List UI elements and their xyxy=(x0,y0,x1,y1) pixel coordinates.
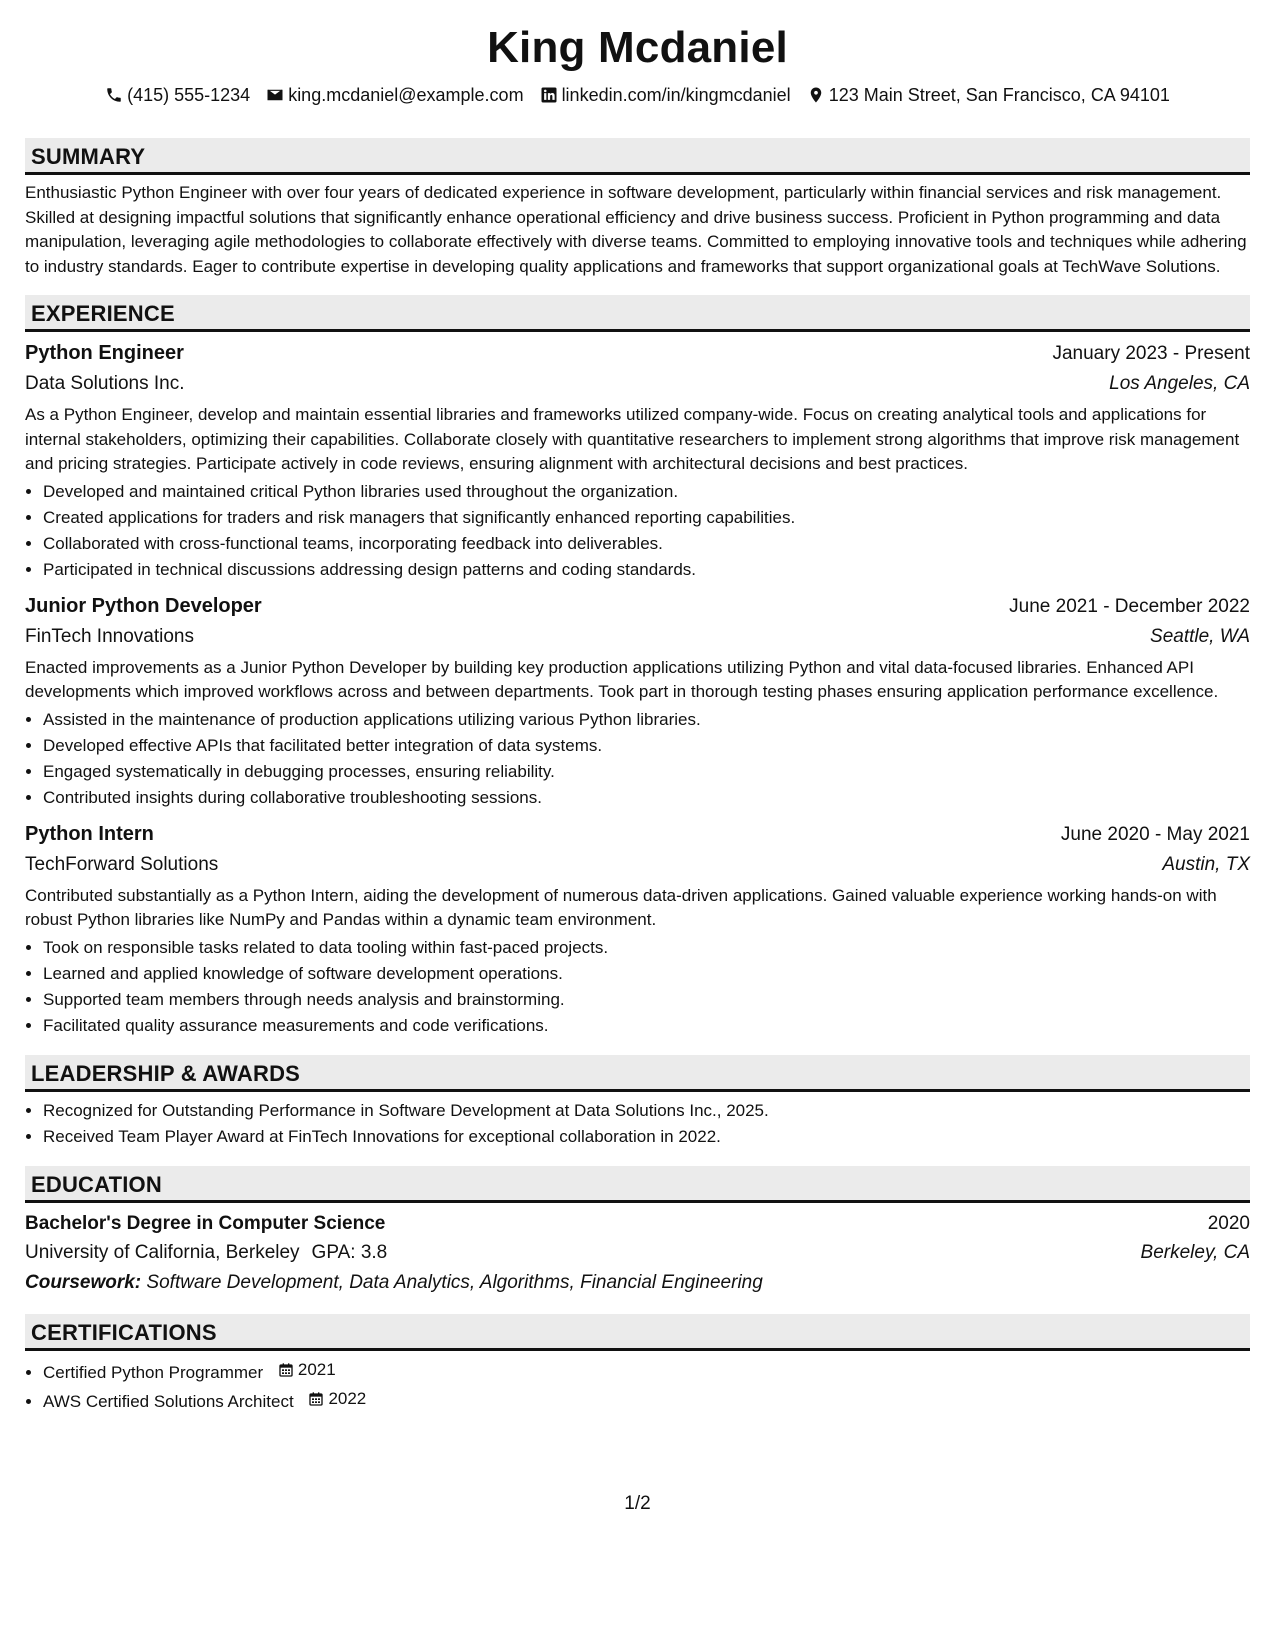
job-title: Python Engineer xyxy=(25,342,184,364)
address-text: 123 Main Street, San Francisco, CA 94101 xyxy=(828,84,1170,105)
calendar-icon xyxy=(308,1391,324,1407)
education-gpa: GPA: 3.8 xyxy=(311,1241,388,1263)
phone-icon xyxy=(105,86,123,104)
education-coursework xyxy=(25,1268,1250,1298)
email-text: king.mcdaniel@example.com xyxy=(288,84,524,105)
job-bullets xyxy=(25,707,1250,811)
summary-heading: SUMMARY xyxy=(25,138,1250,175)
contact-bar xyxy=(25,82,1250,108)
list-item: • Developed and maintained critical Python libraries used throughout the organization. xyxy=(43,479,1250,505)
calendar-icon xyxy=(278,1362,294,1378)
candidate-name: King Mcdaniel xyxy=(487,23,788,72)
summary-text: Enthusiastic Python Engineer with over four years of dedicated experience in software development, particularly within financial services and risk management. Skilled at designing impactful solutions that significantly enhance operational efficiency and drive business success. Proficient in Python programming and data manipulation, leveraging agile methodologies to collaborate effectively with diverse teams. Committed to employing innovative tools and techniques while adhering to industry standards. Eager to contribute expertise in developing quality applications and frameworks that support organizational goals at TechWave Solutions. xyxy=(25,183,1247,276)
job-dates: June 2021 - December 2022 xyxy=(1009,595,1250,617)
list-item: • Supported team members through needs analysis and brainstorming. xyxy=(43,987,1250,1013)
list-item: • Learned and applied knowledge of software development operations. xyxy=(43,961,1250,987)
list-item: • Collaborated with cross-functional teams, incorporating feedback into deliverables. xyxy=(43,531,1250,557)
education-school: University of California, Berkeley xyxy=(25,1241,300,1263)
education-year: 2020 xyxy=(1207,1212,1250,1234)
certification-year: 2022 xyxy=(328,1388,367,1408)
list-item xyxy=(43,1386,1250,1415)
job-location: Austin, TX xyxy=(1162,853,1250,875)
job-bullets xyxy=(25,935,1250,1039)
certifications-heading: CERTIFICATIONS xyxy=(25,1314,1250,1351)
list-item: • Recognized for Outstanding Performance in Software Development at Data Solutions Inc., 2025. xyxy=(43,1098,1250,1124)
phone-text: (415) 555-1234 xyxy=(127,84,251,105)
coursework-label: Coursework: xyxy=(25,1271,142,1293)
list-item: • Developed effective APIs that facilitated better integration of data systems. xyxy=(43,733,1250,759)
education-heading: EDUCATION xyxy=(25,1166,1250,1203)
list-item: • Engaged systematically in debugging processes, ensuring reliability. xyxy=(43,759,1250,785)
job-dates: June 2020 - May 2021 xyxy=(1060,823,1250,845)
job-entry xyxy=(25,819,1250,1039)
list-item xyxy=(43,1357,1250,1386)
contact-phone[interactable] xyxy=(105,85,250,106)
list-item: • Created applications for traders and risk managers that significantly enhanced reporting capabilities. xyxy=(43,505,1250,531)
certifications-list xyxy=(25,1357,1250,1415)
education-entry xyxy=(25,1209,1250,1298)
coursework-text: Software Development, Data Analytics, Algorithms, Financial Engineering xyxy=(146,1271,763,1293)
job-description: Enacted improvements as a Junior Python Developer by building key production applications utilizing Python and vital data-focused libraries. Enhanced API developments which improved workflows across and between departments. Took part in thorough testing phases ensuring application performance excellence. xyxy=(25,657,1219,701)
linkedin-text: linkedin.com/in/kingmcdaniel xyxy=(561,84,791,105)
awards-list xyxy=(25,1098,1250,1150)
job-description: Contributed substantially as a Python Intern, aiding the development of numerous data-driven applications. Gained valuable experience working hands-on with robust Python libraries like NumPy and Pandas within a dynamic team environment. xyxy=(25,885,1217,929)
job-dates: January 2023 - Present xyxy=(1052,343,1250,364)
map-pin-icon xyxy=(807,86,825,104)
list-item: • Contributed insights during collaborative troubleshooting sessions. xyxy=(43,785,1250,811)
education-location: Berkeley, CA xyxy=(1140,1241,1250,1263)
list-item: • Assisted in the maintenance of production applications utilizing various Python libraries. xyxy=(43,707,1250,733)
contact-email[interactable] xyxy=(266,85,523,106)
job-title: Junior Python Developer xyxy=(25,594,262,617)
job-location: Los Angeles, CA xyxy=(1109,373,1250,394)
list-item: • Facilitated quality assurance measurements and code verifications. xyxy=(43,1013,1250,1039)
job-description: As a Python Engineer, develop and maintain essential libraries and frameworks utilized company-wide. Focus on creating analytical tools and applications for internal stakeholders, optimizing their capabilities. Collaborate closely with quantitative researchers to implement strong algorithms that improve risk management and pricing strategies. Participate actively in code reviews, ensuring alignment with architectural decisions and best practices. xyxy=(25,405,1240,473)
certification-name: Certified Python Programmer xyxy=(43,1362,264,1382)
job-bullets xyxy=(25,479,1250,583)
contact-address xyxy=(807,85,1170,106)
resume-page xyxy=(25,0,1250,1415)
job-entry xyxy=(25,591,1250,811)
education-degree: Bachelor's Degree in Computer Science xyxy=(25,1212,386,1234)
list-item: • Received Team Player Award at FinTech Innovations for exceptional collaboration in 2022. xyxy=(43,1124,1250,1150)
list-item: • Took on responsible tasks related to data tooling within fast-paced projects. xyxy=(43,935,1250,961)
job-entry xyxy=(25,338,1250,583)
certification-name: AWS Certified Solutions Architect xyxy=(43,1391,294,1411)
contact-linkedin[interactable] xyxy=(540,85,791,106)
job-company: FinTech Innovations xyxy=(25,625,194,647)
job-location: Seattle, WA xyxy=(1150,625,1250,647)
experience-heading: EXPERIENCE xyxy=(25,295,1250,332)
job-company: TechForward Solutions xyxy=(25,853,219,875)
page-number: 1/2 xyxy=(624,1493,651,1514)
envelope-icon xyxy=(266,86,284,104)
linkedin-icon xyxy=(540,86,558,104)
job-title: Python Intern xyxy=(25,822,154,845)
certification-year: 2021 xyxy=(297,1359,336,1379)
awards-heading: LEADERSHIP & AWARDS xyxy=(25,1055,1250,1092)
job-company: Data Solutions Inc. xyxy=(25,373,185,394)
list-item: • Participated in technical discussions addressing design patterns and coding standards. xyxy=(43,557,1250,583)
